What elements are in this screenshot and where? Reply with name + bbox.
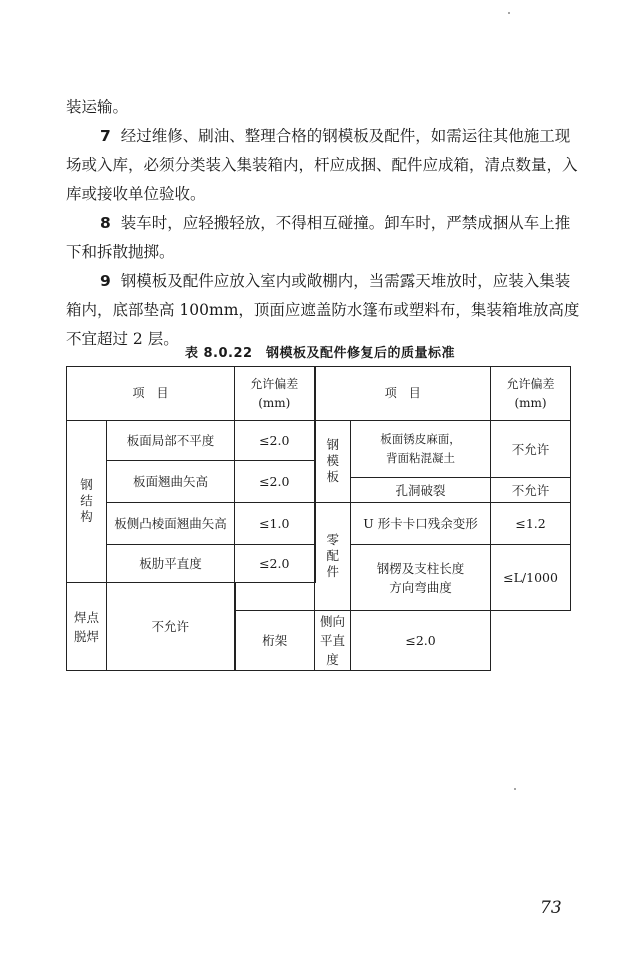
cell-item: 板面翘曲矢高 <box>107 461 235 503</box>
scan-speck <box>508 12 510 14</box>
cell-item: 板面锈皮麻面， 背面粘混凝土 <box>351 421 491 478</box>
header-tolerance-left: 允许偏差 (mm) <box>235 367 315 421</box>
cell-item: 钢楞及支柱长度 方向弯曲度 <box>351 545 491 611</box>
page-number: 73 <box>540 898 562 918</box>
paragraph-text: 装车时，应轻搬轻放，不得相互碰撞。卸车时，严禁成捆从车上推下和拆散抛掷。 <box>66 214 571 261</box>
cell-item: 侧向平直度 <box>315 611 351 671</box>
header-item-left: 项 目 <box>67 367 235 421</box>
paragraph-continuation: 装运输。 <box>66 98 129 116</box>
paragraph-item-9 <box>66 267 581 354</box>
cell-item: 板肋平直度 <box>107 545 235 583</box>
paragraph-item-7 <box>66 122 581 209</box>
cell-tolerance: 不允许 <box>491 478 571 503</box>
item-number: 8 <box>100 214 111 232</box>
cell-item: 板面局部不平度 <box>107 421 235 461</box>
group-label-steel-form: 钢模板 <box>315 421 351 503</box>
paragraph-text: 钢模板及配件应放入室内或敞棚内，当需露天堆放时，应装入集装箱内，底部垫高 100mm，顶面应遮盖防水篷布或塑料布，集装箱堆放高度不宜超过 2 层。 <box>66 272 580 348</box>
quality-standard-table <box>66 366 571 671</box>
cell-tolerance: ≤2.0 <box>235 421 315 461</box>
table-row <box>67 503 571 545</box>
header-item-right: 项 目 <box>315 367 491 421</box>
paragraph-item-8 <box>66 209 581 267</box>
cell-tolerance: ≤2.0 <box>351 611 491 671</box>
cell-item: 焊点脱焊 <box>67 583 107 671</box>
cell-tolerance: ≤2.0 <box>235 461 315 503</box>
group-label-truss: 桁架 <box>235 611 315 671</box>
cell-tolerance: 不允许 <box>107 583 235 671</box>
scan-speck <box>514 788 516 790</box>
table-header-row <box>67 367 571 421</box>
paragraph-text: 经过维修、刷油、整理合格的钢模板及配件，如需运往其他施工现场或入库，必须分类装入集装箱内，杆应成捆、配件应成箱，清点数量，入库或接收单位验收。 <box>66 127 578 203</box>
table-row <box>67 421 571 461</box>
group-label-steel-structure: 钢结构 <box>67 421 107 583</box>
group-label-accessories: 零配件 <box>315 503 351 611</box>
cell-tolerance: ≤2.0 <box>235 545 315 583</box>
cell-item: U 形卡卡口残余变形 <box>351 503 491 545</box>
item-number: 7 <box>100 127 111 145</box>
item-number: 9 <box>100 272 111 290</box>
cell-tolerance: 不允许 <box>491 421 571 478</box>
cell-item: 板侧凸棱面翘曲矢高 <box>107 503 235 545</box>
cell-tolerance: ≤1.0 <box>235 503 315 545</box>
cell-item: 孔洞破裂 <box>351 478 491 503</box>
table-caption: 表 8.0.22 钢模板及配件修复后的质量标准 <box>184 346 456 361</box>
header-tolerance-right: 允许偏差 (mm) <box>491 367 571 421</box>
cell-tolerance: ≤L/1000 <box>491 545 571 611</box>
cell-tolerance: ≤1.2 <box>491 503 571 545</box>
